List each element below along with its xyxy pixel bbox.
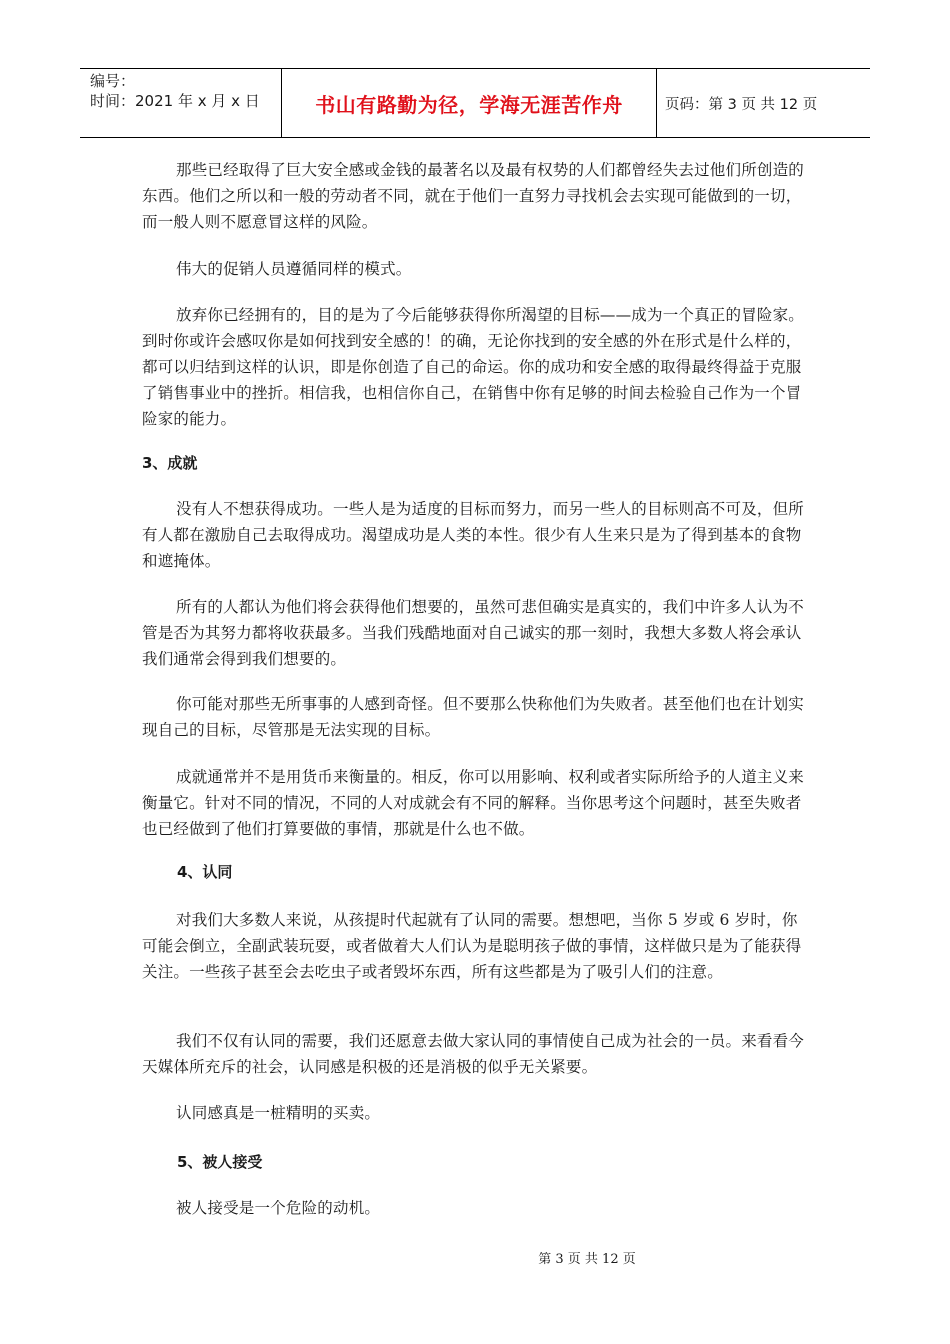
footer-page-number: 第 3 页 共 12 页 [538, 1252, 636, 1267]
header-page-info: 页码：第 3 页 共 12 页 [665, 96, 818, 113]
paragraph: 认同感真是一桩精明的买卖。 [176, 1104, 381, 1122]
paragraph: 被人接受是一个危险的动机。 [176, 1199, 381, 1217]
doc-number-label: 编号： [90, 72, 136, 90]
paragraph: 放弃你已经拥有的，目的是为了今后能够获得你所渴望的目标——成为一个真正的冒险家。到时你或许会感叹你是如何找到安全感的！的确，无论你找到的安全感的外在形式是什么样的，都可以归结到这样的认识，即是你创造了自己的命运。你的成功和安全感的取得最终得益于克服了销售事业中的挫折。相信我，也相信你自己，在销售中你有足够的时间去检验自己作为一个冒险家的能力。 [142, 306, 805, 428]
page-header [80, 68, 870, 138]
paragraph: 没有人不想获得成功。一些人是为适度的目标而努力，而另一些人的目标则高不可及，但所有人都在激励自己去取得成功。渴望成功是人类的本性。很少有人生来只是为了得到基本的食物和遮掩体。 [142, 500, 805, 570]
doc-date-label: 时间：2021 年 x 月 x 日 [90, 92, 260, 110]
header-motto: 书山有路勤为径，学海无涯苦作舟 [315, 92, 623, 117]
section-heading-4: 4、认同 [177, 863, 233, 881]
paragraph: 那些已经取得了巨大安全感或金钱的最著名以及最有权势的人们都曾经失去过他们所创造的东西。他们之所以和一般的劳动者不同，就在于他们一直努力寻找机会去实现可能做到的一切，而一般人则不愿意冒这样的风险。 [142, 161, 805, 231]
paragraph: 对我们大多数人来说，从孩提时代起就有了认同的需要。想想吧，当你 5 岁或 6 岁时，你可能会倒立，全副武装玩耍，或者做着大人们认为是聪明孩子做的事情，这样做只是为了能获得关注。一些孩子甚至会去吃虫子或者毁坏东西，所有这些都是为了吸引人们的注意。 [142, 911, 802, 981]
header-motto-cell [282, 69, 657, 137]
header-meta [80, 69, 282, 137]
section-heading-3: 3、成就 [142, 454, 198, 472]
paragraph: 你可能对那些无所事事的人感到奇怪。但不要那么快称他们为失败者。甚至他们也在计划实现自己的目标，尽管那是无法实现的目标。 [142, 695, 805, 739]
paragraph: 所有的人都认为他们将会获得他们想要的，虽然可悲但确实是真实的，我们中许多人认为不管是否为其努力都将收获最多。当我们残酷地面对自己诚实的那一刻时，我想大多数人将会承认我们通常会得到我们想要的。 [142, 598, 805, 668]
paragraph: 我们不仅有认同的需要，我们还愿意去做大家认同的事情使自己成为社会的一员。来看看今天媒体所充斥的社会，认同感是积极的还是消极的似乎无关紧要。 [142, 1032, 805, 1076]
section-heading-5: 5、被人接受 [177, 1153, 263, 1171]
paragraph: 成就通常并不是用货币来衡量的。相反，你可以用影响、权利或者实际所给予的人道主义来衡量它。针对不同的情况，不同的人对成就会有不同的解释。当你思考这个问题时，甚至失败者也已经做到了他们打算要做的事情，那就是什么也不做。 [142, 768, 805, 838]
paragraph: 伟大的促销人员遵循同样的模式。 [176, 260, 412, 278]
page-footer [0, 1248, 950, 1267]
